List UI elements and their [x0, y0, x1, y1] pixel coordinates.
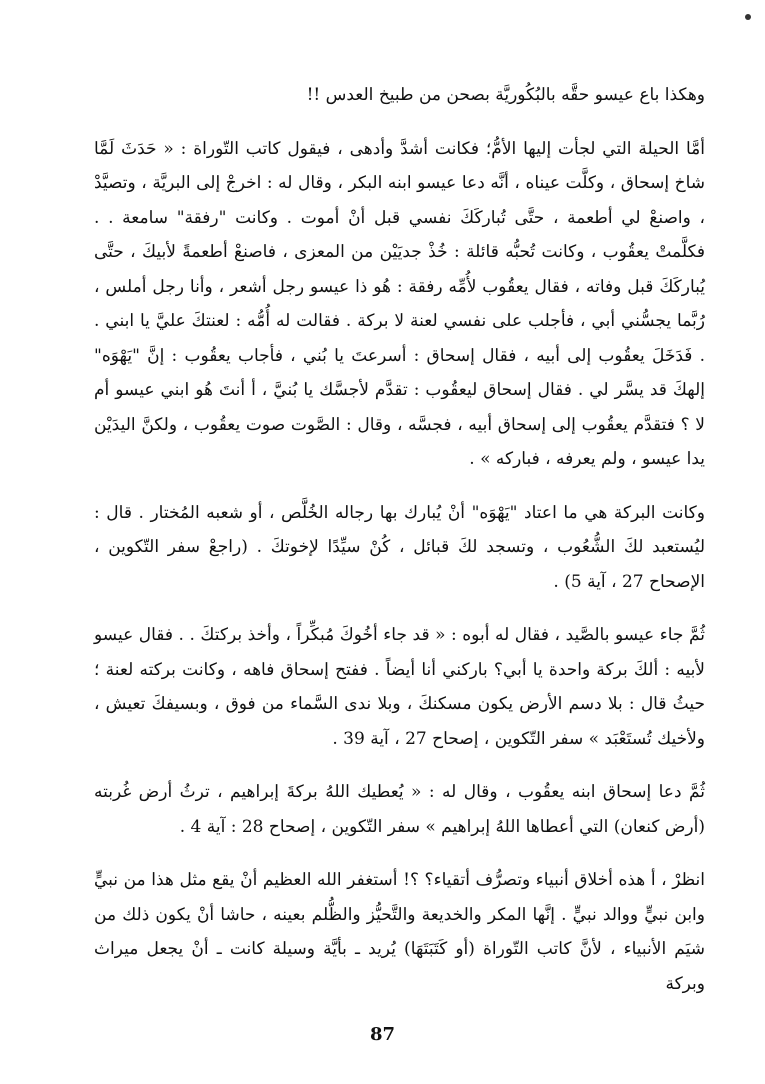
paragraph: أمَّا الحيلة التي لجأت إليها الأمُّ؛ فكانت أشدَّ وأدهى ، فيقول كاتب التّوراة : « حَدَثَ لَمَّا شاخ إسحاق ، وكلَّت عيناه ، أنَّه دعا عيسو ابنه البكر ، وقال له : اخرجْ إلى البريَّة ، وتصيَّدْ ، واصنعْ لي أطعمة ، حتَّى تُباركَكَ نفسي قبل أنْ أموت . وكانت "رفقة" سامعة . . فكلَّمتْ يعقُوب ، وكانت تُحبُّه قائلة : خُذْ جديَيْن من المعزى ، فاصنعْ أطعمةً لأبيكَ ، حتَّى يُباركَكَ قبل وفاته ، فقال يعقُوب لأُمِّه رفقة : هُو ذا عيسو رجل أشعر ، وأنا رجل أملس ، رُبَّما يجسُّني أبي ، فأجلب على نفسي لعنة لا بركة . فقالت له أُمُّه : لعنتكَ عليَّ يا ابني . . فَدَخَلَ يعقُوب إلى أبيه ، فقال إسحاق : أسرعتَ يا بُني ، فأجاب يعقُوب : إنَّ "يَهْوَه" إلهكَ قد يسَّر لي . فقال إسحاق ليعقُوب : تقدَّم لأجسَّك يا بُنيَّ ، أ أنتَ هُو ابني عيسو أم لا ؟ فتقدَّم يعقُوب إلى إسحاق أبيه ، فجسَّه ، وقال : الصَّوت صوت يعقُوب ، ولكنَّ اليدَيْن يدا عيسو ، ولم يعرفه ، فباركه » . — [94, 138, 705, 469]
body-text — [94, 78, 705, 1020]
paragraph: انظرْ ، أ هذه أخلاق أنبياء وتصرُّف أتقياء؟ ؟! أستغفر الله العظيم أنْ يقع مثل هذا من نبيٍّ وابن نبيٍّ ووالد نبيٍّ . إنَّها المكر والخديعة والتَّحيُّز والظُّلم بعينه ، حاشا أنْ يكون ذلك من شيَم الأنبياء ، لأنَّ كاتب التّوراة (أو كَتَبَتَهَا) يُريد ـ بأيَّة وسيلة كانت ـ أنْ يجعل ميراث وبركة — [94, 870, 705, 994]
paragraph: ثُمَّ جاء عيسو بالصَّيد ، فقال له أبوه : « قد جاء أخُوكَ مُبكِّراً ، وأخذ بركتكَ . . فقال عيسو لأبيه : ألكَ بركة واحدة يا أبي؟ باركني أنا أيضاً . ففتح إسحاق فاهه ، وكانت بركته لعنة ؛ حيثُ قال : بلا دسم الأرض يكون مسكنكَ ، وبلا ندى السَّماء من فوق ، وبسيفكَ تعيش ، ولأخيك تُستَعْبَد » سفر التّكوين ، إصحاح 27 ، آية 39 . — [94, 625, 705, 749]
corner-dot-mark — [745, 14, 751, 20]
paragraph: ثُمَّ دعا إسحاق ابنه يعقُوب ، وقال له : « يُعطيك اللهُ بركةَ إبراهيم ، ترثُ أرض غُربته (أرض كنعان) التي أعطاها اللهُ إبراهيم » سفر التّكوين ، إصحاح 28 : آية 4 . — [94, 782, 705, 837]
paragraph: وكانت البركة هي ما اعتاد "يَهْوَه" أنْ يُبارك بها رجاله الخُلَّص ، أو شعبه المُختار . قال : ليُستعبد لكَ الشُّعُوب ، وتسجد لكَ قبائل ، كُنْ سيِّدًا لإخوتكَ . (راجعْ سفر التّكوين ، الإصحاح 27 ، آية 5) . — [94, 502, 705, 592]
page-number: 87 — [369, 1024, 396, 1045]
paragraph: وهكذا باع عيسو حقَّه بالبُكُوريَّة بصحن من طبيخ العدس !! — [306, 85, 705, 105]
